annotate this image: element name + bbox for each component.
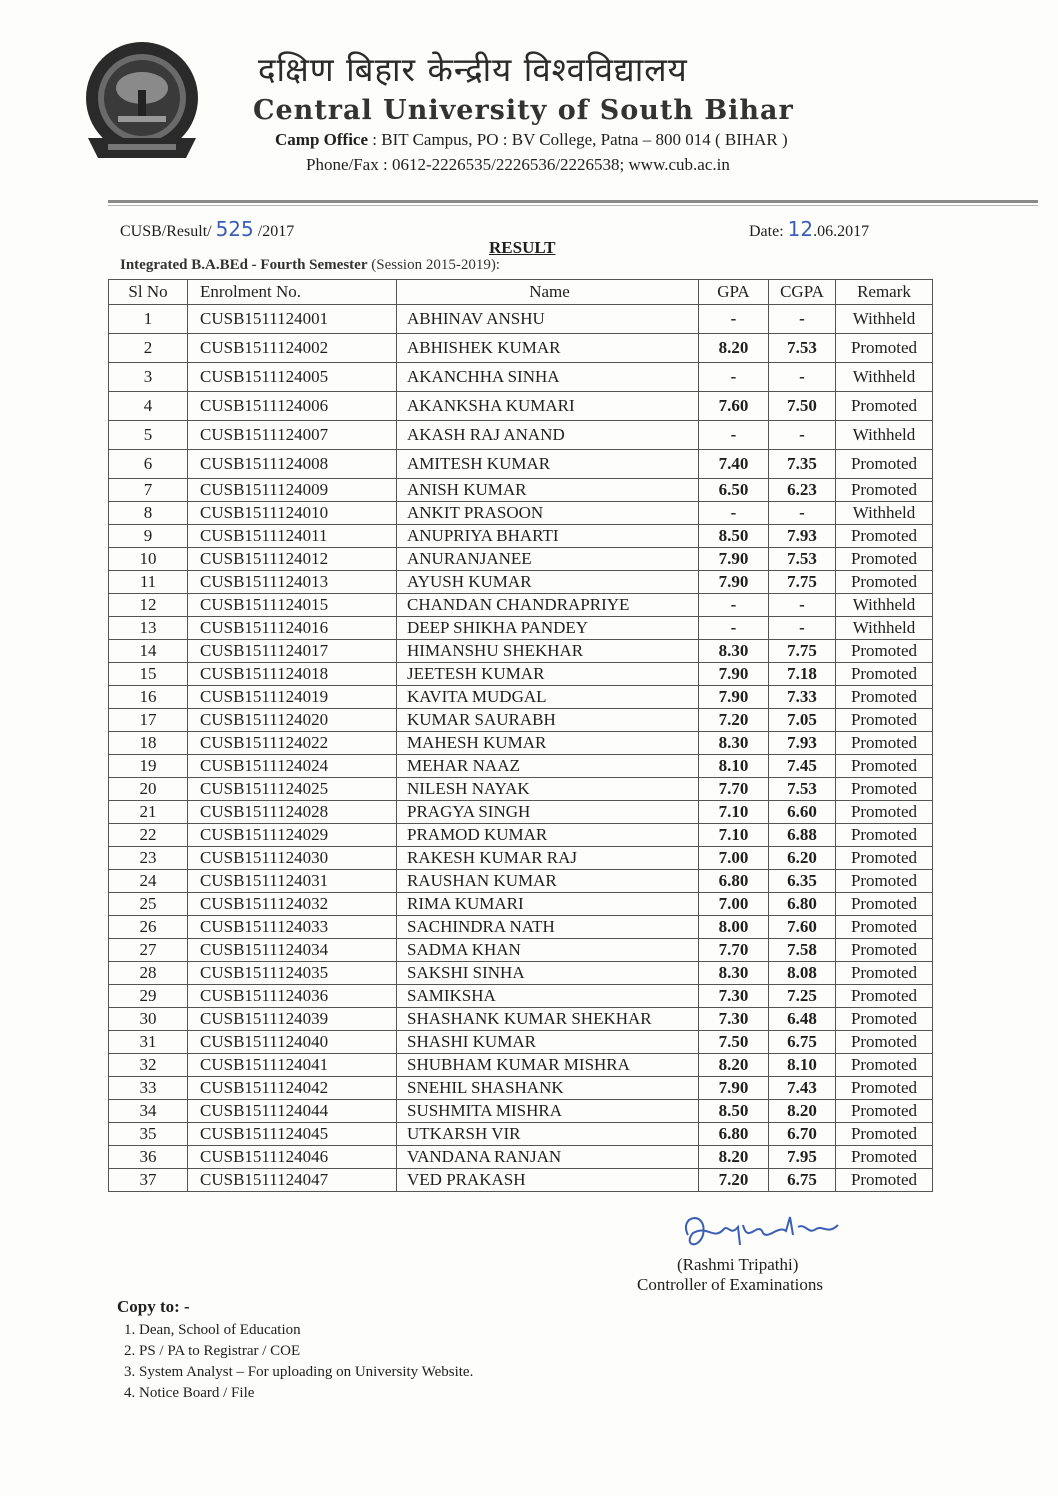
cell-enrolment: CUSB1511124013 xyxy=(188,571,397,594)
cell-enrolment: CUSB1511124042 xyxy=(188,1077,397,1100)
column-header-sl-no: Sl No xyxy=(109,280,188,305)
cell-name: AKANKSHA KUMARI xyxy=(397,392,699,421)
cell-cgpa: 7.58 xyxy=(769,939,836,962)
table-row xyxy=(109,1123,933,1146)
cell-sl-no: 3 xyxy=(109,363,188,392)
cell-gpa: 7.90 xyxy=(699,1077,769,1100)
cell-gpa: - xyxy=(699,305,769,334)
cell-name: SADMA KHAN xyxy=(397,939,699,962)
cell-name: UTKARSH VIR xyxy=(397,1123,699,1146)
cell-name: DEEP SHIKHA PANDEY xyxy=(397,617,699,640)
copy-to-item: 2. PS / PA to Registrar / COE xyxy=(124,1343,301,1359)
cell-name: SHASHANK KUMAR SHEKHAR xyxy=(397,1008,699,1031)
cell-sl-no: 5 xyxy=(109,421,188,450)
cell-cgpa: - xyxy=(769,594,836,617)
cell-cgpa: 6.35 xyxy=(769,870,836,893)
signature-handwriting xyxy=(668,1205,868,1255)
cell-sl-no: 16 xyxy=(109,686,188,709)
cell-gpa: 7.20 xyxy=(699,1169,769,1192)
cell-name: CHANDAN CHANDRAPRIYE xyxy=(397,594,699,617)
table-row xyxy=(109,1146,933,1169)
cell-sl-no: 29 xyxy=(109,985,188,1008)
cell-cgpa: 6.75 xyxy=(769,1031,836,1054)
table-row xyxy=(109,709,933,732)
cell-cgpa: 7.33 xyxy=(769,686,836,709)
table-row xyxy=(109,392,933,421)
cell-cgpa: 6.60 xyxy=(769,801,836,824)
cell-cgpa: - xyxy=(769,502,836,525)
cell-name: SACHINDRA NATH xyxy=(397,916,699,939)
cell-enrolment: CUSB1511124036 xyxy=(188,985,397,1008)
cell-cgpa: - xyxy=(769,421,836,450)
cell-cgpa: 7.53 xyxy=(769,778,836,801)
date-rest: .06.2017 xyxy=(813,223,870,240)
cell-cgpa: 7.35 xyxy=(769,450,836,479)
cell-remark: Promoted xyxy=(836,1031,933,1054)
cell-gpa: 7.60 xyxy=(699,392,769,421)
cell-enrolment: CUSB1511124019 xyxy=(188,686,397,709)
reference-prefix: CUSB/Result/ xyxy=(120,223,212,240)
cell-sl-no: 25 xyxy=(109,893,188,916)
cell-remark: Promoted xyxy=(836,548,933,571)
cell-enrolment: CUSB1511124009 xyxy=(188,479,397,502)
cell-sl-no: 19 xyxy=(109,755,188,778)
cell-remark: Promoted xyxy=(836,870,933,893)
cell-enrolment: CUSB1511124010 xyxy=(188,502,397,525)
university-title-hindi: दक्षिण बिहार केन्द्रीय विश्वविद्यालय xyxy=(258,50,688,89)
cell-gpa: 7.90 xyxy=(699,663,769,686)
cell-gpa: 7.40 xyxy=(699,450,769,479)
cell-remark: Promoted xyxy=(836,334,933,363)
table-row xyxy=(109,334,933,363)
cell-cgpa: 7.50 xyxy=(769,392,836,421)
cell-enrolment: CUSB1511124047 xyxy=(188,1169,397,1192)
cell-sl-no: 6 xyxy=(109,450,188,479)
table-row xyxy=(109,686,933,709)
column-header-name: Name xyxy=(397,280,699,305)
column-header-cgpa: CGPA xyxy=(769,280,836,305)
cell-remark: Promoted xyxy=(836,939,933,962)
column-header-gpa: GPA xyxy=(699,280,769,305)
cell-name: SAKSHI SINHA xyxy=(397,962,699,985)
cell-gpa: 8.50 xyxy=(699,525,769,548)
table-row xyxy=(109,1169,933,1192)
date-label: Date: xyxy=(749,223,784,240)
table-row xyxy=(109,363,933,392)
cell-sl-no: 11 xyxy=(109,571,188,594)
cell-name: SAMIKSHA xyxy=(397,985,699,1008)
cell-enrolment: CUSB1511124033 xyxy=(188,916,397,939)
cell-enrolment: CUSB1511124001 xyxy=(188,305,397,334)
issue-date xyxy=(749,217,869,241)
cell-remark: Promoted xyxy=(836,1054,933,1077)
cell-remark: Promoted xyxy=(836,1123,933,1146)
table-row xyxy=(109,525,933,548)
cell-gpa: 8.00 xyxy=(699,916,769,939)
cell-sl-no: 30 xyxy=(109,1008,188,1031)
cell-remark: Promoted xyxy=(836,450,933,479)
cell-gpa: - xyxy=(699,617,769,640)
cell-name: AKASH RAJ ANAND xyxy=(397,421,699,450)
cell-name: ANUPRIYA BHARTI xyxy=(397,525,699,548)
table-row xyxy=(109,985,933,1008)
cell-gpa: 8.30 xyxy=(699,640,769,663)
cell-name: ABHISHEK KUMAR xyxy=(397,334,699,363)
table-row xyxy=(109,732,933,755)
cell-gpa: 6.80 xyxy=(699,1123,769,1146)
cell-cgpa: 7.93 xyxy=(769,525,836,548)
cell-remark: Promoted xyxy=(836,525,933,548)
cell-name: SNEHIL SHASHANK xyxy=(397,1077,699,1100)
contact-line: Phone/Fax : 0612-2226535/2226536/2226538; www.cub.ac.in xyxy=(306,155,730,174)
cell-remark: Promoted xyxy=(836,916,933,939)
cell-name: SUSHMITA MISHRA xyxy=(397,1100,699,1123)
cell-sl-no: 26 xyxy=(109,916,188,939)
result-heading: RESULT xyxy=(489,238,556,257)
header-divider-thin xyxy=(108,205,1038,206)
cell-remark: Promoted xyxy=(836,1077,933,1100)
cell-remark: Promoted xyxy=(836,709,933,732)
cell-name: ANKIT PRASOON xyxy=(397,502,699,525)
cell-enrolment: CUSB1511124012 xyxy=(188,548,397,571)
cell-enrolment: CUSB1511124041 xyxy=(188,1054,397,1077)
table-row xyxy=(109,421,933,450)
table-row xyxy=(109,1100,933,1123)
cell-cgpa: 7.60 xyxy=(769,916,836,939)
table-row xyxy=(109,962,933,985)
cell-name: ANURANJANEE xyxy=(397,548,699,571)
copy-to-item: 1. Dean, School of Education xyxy=(124,1322,301,1338)
cell-sl-no: 23 xyxy=(109,847,188,870)
cell-enrolment: CUSB1511124016 xyxy=(188,617,397,640)
cell-gpa: 8.10 xyxy=(699,755,769,778)
table-row xyxy=(109,870,933,893)
cell-remark: Withheld xyxy=(836,363,933,392)
cell-cgpa: 6.75 xyxy=(769,1169,836,1192)
cell-gpa: 7.10 xyxy=(699,801,769,824)
cell-remark: Withheld xyxy=(836,305,933,334)
cell-name: JEETESH KUMAR xyxy=(397,663,699,686)
cell-name: SHUBHAM KUMAR MISHRA xyxy=(397,1054,699,1077)
cell-sl-no: 34 xyxy=(109,1100,188,1123)
copy-to-list xyxy=(124,1320,473,1404)
cell-sl-no: 7 xyxy=(109,479,188,502)
date-handwritten-day: 12 xyxy=(787,217,814,241)
table-row xyxy=(109,640,933,663)
cell-name: PRAGYA SINGH xyxy=(397,801,699,824)
table-row xyxy=(109,479,933,502)
cell-sl-no: 36 xyxy=(109,1146,188,1169)
cell-enrolment: CUSB1511124025 xyxy=(188,778,397,801)
copy-to-title: Copy to: - xyxy=(117,1297,190,1316)
reference-suffix: /2017 xyxy=(257,223,295,240)
header-divider xyxy=(108,200,1038,203)
cell-name: NILESH NAYAK xyxy=(397,778,699,801)
cell-cgpa: 6.20 xyxy=(769,847,836,870)
cell-sl-no: 10 xyxy=(109,548,188,571)
cell-enrolment: CUSB1511124045 xyxy=(188,1123,397,1146)
cell-enrolment: CUSB1511124008 xyxy=(188,450,397,479)
cell-sl-no: 21 xyxy=(109,801,188,824)
cell-gpa: 7.10 xyxy=(699,824,769,847)
cell-cgpa: 8.10 xyxy=(769,1054,836,1077)
cell-cgpa: 6.80 xyxy=(769,893,836,916)
cell-remark: Promoted xyxy=(836,801,933,824)
cell-gpa: 6.50 xyxy=(699,479,769,502)
cell-sl-no: 17 xyxy=(109,709,188,732)
cell-remark: Withheld xyxy=(836,502,933,525)
cell-enrolment: CUSB1511124015 xyxy=(188,594,397,617)
cell-enrolment: CUSB1511124022 xyxy=(188,732,397,755)
copy-to-item: 3. System Analyst – For uploading on University Website. xyxy=(124,1364,474,1380)
cell-sl-no: 35 xyxy=(109,1123,188,1146)
table-row xyxy=(109,1031,933,1054)
camp-office-label: Camp Office xyxy=(275,130,369,149)
cell-enrolment: CUSB1511124007 xyxy=(188,421,397,450)
cell-enrolment: CUSB1511124018 xyxy=(188,663,397,686)
cell-enrolment: CUSB1511124020 xyxy=(188,709,397,732)
cell-remark: Withheld xyxy=(836,594,933,617)
cell-cgpa: 6.88 xyxy=(769,824,836,847)
cell-gpa: 7.50 xyxy=(699,1031,769,1054)
cell-sl-no: 37 xyxy=(109,1169,188,1192)
table-row xyxy=(109,755,933,778)
cell-sl-no: 27 xyxy=(109,939,188,962)
cell-name: KUMAR SAURABH xyxy=(397,709,699,732)
signer-designation: Controller of Examinations xyxy=(637,1275,824,1294)
cell-remark: Promoted xyxy=(836,571,933,594)
cell-cgpa: 6.70 xyxy=(769,1123,836,1146)
cell-remark: Promoted xyxy=(836,1008,933,1031)
cell-gpa: - xyxy=(699,594,769,617)
cell-gpa: 7.30 xyxy=(699,985,769,1008)
cell-remark: Withheld xyxy=(836,421,933,450)
cell-enrolment: CUSB1511124030 xyxy=(188,847,397,870)
cell-sl-no: 12 xyxy=(109,594,188,617)
cell-remark: Promoted xyxy=(836,824,933,847)
cell-sl-no: 9 xyxy=(109,525,188,548)
cell-remark: Promoted xyxy=(836,778,933,801)
cell-enrolment: CUSB1511124002 xyxy=(188,334,397,363)
table-row xyxy=(109,916,933,939)
copy-to-item: 4. Notice Board / File xyxy=(124,1385,255,1401)
table-row xyxy=(109,594,933,617)
cell-name: ABHINAV ANSHU xyxy=(397,305,699,334)
cell-name: PRAMOD KUMAR xyxy=(397,824,699,847)
program-name: Integrated B.A.BEd - Fourth Semester xyxy=(120,257,368,273)
cell-enrolment: CUSB1511124029 xyxy=(188,824,397,847)
cell-remark: Promoted xyxy=(836,640,933,663)
cell-cgpa: - xyxy=(769,363,836,392)
cell-gpa: - xyxy=(699,502,769,525)
cell-cgpa: 7.95 xyxy=(769,1146,836,1169)
table-row xyxy=(109,778,933,801)
table-row xyxy=(109,824,933,847)
cell-gpa: 8.50 xyxy=(699,1100,769,1123)
cell-gpa: 7.70 xyxy=(699,778,769,801)
cell-remark: Promoted xyxy=(836,663,933,686)
table-row xyxy=(109,617,933,640)
cell-enrolment: CUSB1511124046 xyxy=(188,1146,397,1169)
cell-enrolment: CUSB1511124005 xyxy=(188,363,397,392)
cell-name: RIMA KUMARI xyxy=(397,893,699,916)
cell-enrolment: CUSB1511124032 xyxy=(188,893,397,916)
cell-gpa: 8.20 xyxy=(699,1146,769,1169)
cell-name: SHASHI KUMAR xyxy=(397,1031,699,1054)
cell-cgpa: 6.48 xyxy=(769,1008,836,1031)
table-row xyxy=(109,893,933,916)
cell-name: RAKESH KUMAR RAJ xyxy=(397,847,699,870)
cell-cgpa: 7.43 xyxy=(769,1077,836,1100)
cell-gpa: 8.30 xyxy=(699,732,769,755)
cell-remark: Promoted xyxy=(836,732,933,755)
cell-name: VED PRAKASH xyxy=(397,1169,699,1192)
camp-office-address xyxy=(275,130,788,150)
table-row xyxy=(109,571,933,594)
cell-enrolment: CUSB1511124011 xyxy=(188,525,397,548)
cell-name: AKANCHHA SINHA xyxy=(397,363,699,392)
cell-gpa: - xyxy=(699,421,769,450)
cell-enrolment: CUSB1511124017 xyxy=(188,640,397,663)
table-row xyxy=(109,1008,933,1031)
table-row xyxy=(109,801,933,824)
reference-handwritten-number: 525 xyxy=(215,217,254,241)
cell-sl-no: 1 xyxy=(109,305,188,334)
table-row xyxy=(109,502,933,525)
cell-cgpa: 7.53 xyxy=(769,334,836,363)
cell-gpa: 7.00 xyxy=(699,893,769,916)
reference-number xyxy=(120,217,294,241)
cell-remark: Promoted xyxy=(836,1100,933,1123)
cell-enrolment: CUSB1511124006 xyxy=(188,392,397,421)
camp-office-text: : BIT Campus, PO : BV College, Patna – 800 014 ( BIHAR ) xyxy=(372,130,788,149)
cell-gpa: 8.30 xyxy=(699,962,769,985)
cell-sl-no: 13 xyxy=(109,617,188,640)
cell-gpa: 7.20 xyxy=(699,709,769,732)
cell-cgpa: 8.20 xyxy=(769,1100,836,1123)
cell-name: MEHAR NAAZ xyxy=(397,755,699,778)
cell-remark: Withheld xyxy=(836,617,933,640)
cell-name: KAVITA MUDGAL xyxy=(397,686,699,709)
cell-sl-no: 14 xyxy=(109,640,188,663)
cell-cgpa: 7.53 xyxy=(769,548,836,571)
cell-cgpa: 7.75 xyxy=(769,640,836,663)
cell-enrolment: CUSB1511124031 xyxy=(188,870,397,893)
cell-remark: Promoted xyxy=(836,1169,933,1192)
cell-enrolment: CUSB1511124044 xyxy=(188,1100,397,1123)
column-header-remark: Remark xyxy=(836,280,933,305)
cell-gpa: 7.90 xyxy=(699,548,769,571)
cell-cgpa: - xyxy=(769,305,836,334)
cell-enrolment: CUSB1511124034 xyxy=(188,939,397,962)
table-row xyxy=(109,450,933,479)
cell-sl-no: 24 xyxy=(109,870,188,893)
cell-gpa: 7.90 xyxy=(699,686,769,709)
cell-sl-no: 22 xyxy=(109,824,188,847)
table-row xyxy=(109,663,933,686)
cell-enrolment: CUSB1511124035 xyxy=(188,962,397,985)
table-row xyxy=(109,847,933,870)
cell-name: AYUSH KUMAR xyxy=(397,571,699,594)
cell-gpa: 8.20 xyxy=(699,1054,769,1077)
cell-sl-no: 33 xyxy=(109,1077,188,1100)
table-row xyxy=(109,1077,933,1100)
cell-cgpa: 7.25 xyxy=(769,985,836,1008)
cell-gpa: 6.80 xyxy=(699,870,769,893)
column-header-enrolment: Enrolment No. xyxy=(188,280,397,305)
cell-enrolment: CUSB1511124024 xyxy=(188,755,397,778)
cell-name: ANISH KUMAR xyxy=(397,479,699,502)
cell-cgpa: 6.23 xyxy=(769,479,836,502)
cell-name: HIMANSHU SHEKHAR xyxy=(397,640,699,663)
cell-gpa: - xyxy=(699,363,769,392)
cell-sl-no: 4 xyxy=(109,392,188,421)
cell-sl-no: 20 xyxy=(109,778,188,801)
table-row xyxy=(109,305,933,334)
cell-name: AMITESH KUMAR xyxy=(397,450,699,479)
cell-remark: Promoted xyxy=(836,392,933,421)
cell-cgpa: 7.75 xyxy=(769,571,836,594)
cell-cgpa: - xyxy=(769,617,836,640)
cell-cgpa: 8.08 xyxy=(769,962,836,985)
cell-cgpa: 7.18 xyxy=(769,663,836,686)
table-header-row xyxy=(109,280,933,305)
cell-enrolment: CUSB1511124028 xyxy=(188,801,397,824)
cell-cgpa: 7.05 xyxy=(769,709,836,732)
session: (Session 2015-2019): xyxy=(371,257,500,273)
cell-remark: Promoted xyxy=(836,755,933,778)
cell-cgpa: 7.93 xyxy=(769,732,836,755)
university-logo xyxy=(78,38,206,166)
cell-sl-no: 31 xyxy=(109,1031,188,1054)
results-table xyxy=(108,279,933,1192)
cell-sl-no: 28 xyxy=(109,962,188,985)
cell-sl-no: 15 xyxy=(109,663,188,686)
signer-name: (Rashmi Tripathi) xyxy=(677,1255,799,1274)
cell-remark: Promoted xyxy=(836,893,933,916)
university-title-english: Central University of South Bihar xyxy=(253,95,794,126)
cell-remark: Promoted xyxy=(836,686,933,709)
cell-remark: Promoted xyxy=(836,1146,933,1169)
cell-sl-no: 8 xyxy=(109,502,188,525)
cell-enrolment: CUSB1511124039 xyxy=(188,1008,397,1031)
cell-gpa: 7.30 xyxy=(699,1008,769,1031)
cell-sl-no: 32 xyxy=(109,1054,188,1077)
cell-remark: Promoted xyxy=(836,962,933,985)
table-row xyxy=(109,548,933,571)
cell-remark: Promoted xyxy=(836,985,933,1008)
cell-gpa: 7.00 xyxy=(699,847,769,870)
table-row xyxy=(109,1054,933,1077)
cell-gpa: 7.90 xyxy=(699,571,769,594)
cell-sl-no: 18 xyxy=(109,732,188,755)
table-row xyxy=(109,939,933,962)
cell-enrolment: CUSB1511124040 xyxy=(188,1031,397,1054)
cell-gpa: 8.20 xyxy=(699,334,769,363)
cell-name: VANDANA RANJAN xyxy=(397,1146,699,1169)
cell-gpa: 7.70 xyxy=(699,939,769,962)
cell-remark: Promoted xyxy=(836,847,933,870)
cell-sl-no: 2 xyxy=(109,334,188,363)
cell-name: RAUSHAN KUMAR xyxy=(397,870,699,893)
program-subheading xyxy=(120,257,500,274)
cell-cgpa: 7.45 xyxy=(769,755,836,778)
cell-name: MAHESH KUMAR xyxy=(397,732,699,755)
cell-remark: Promoted xyxy=(836,479,933,502)
